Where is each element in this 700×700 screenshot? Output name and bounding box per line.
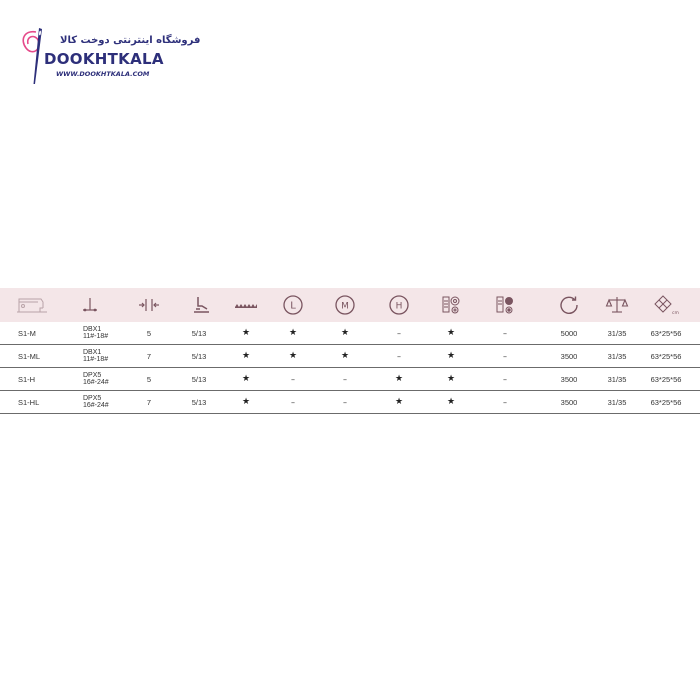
- table-header: [0, 288, 700, 322]
- cell-weight: [604, 322, 630, 344]
- cell-lift: [186, 345, 212, 367]
- cell-lift: [186, 368, 212, 390]
- cell-text: 7: [146, 351, 152, 361]
- cell-text: 5: [146, 328, 152, 338]
- cell-heavy: [386, 322, 412, 344]
- cell-text: 31/35: [607, 397, 627, 407]
- needle-system-text: DBX1: [83, 348, 102, 356]
- star-icon: ★: [446, 374, 456, 384]
- table-row: [0, 391, 700, 414]
- cell-light: [280, 368, 306, 390]
- cell-lift: [186, 391, 212, 413]
- cell-text: 5/13: [191, 328, 207, 338]
- cell-text: 31/35: [607, 328, 627, 338]
- dash-mark: –: [343, 397, 347, 407]
- star-icon: ★: [446, 397, 456, 407]
- dash-mark: –: [397, 328, 401, 338]
- cell-feed: [232, 345, 260, 367]
- cell-feed: [232, 322, 260, 344]
- needle-size-text: 16#-24#: [83, 402, 109, 409]
- spec-table: [0, 288, 700, 414]
- cell-oil: [438, 391, 464, 413]
- star-icon: ★: [446, 328, 456, 338]
- cell-model: [18, 345, 58, 367]
- stitch-length-icon: [136, 288, 162, 322]
- dookhtkala-logo: [16, 26, 201, 90]
- star-icon: ★: [241, 374, 251, 384]
- logo-persian-text: فروشگاه اینترنتی دوخت کالا: [60, 35, 201, 46]
- star-icon: ★: [394, 397, 404, 407]
- table-body: [0, 322, 700, 414]
- cell-lift: [186, 322, 212, 344]
- cell-text: 5/13: [191, 374, 207, 384]
- cell-feed: [232, 391, 260, 413]
- cell-model: [18, 322, 58, 344]
- dash-mark: –: [503, 397, 507, 407]
- star-icon: ★: [340, 328, 350, 338]
- star-icon: ★: [288, 328, 298, 338]
- cell-medium: [332, 368, 358, 390]
- dash-mark: –: [291, 397, 295, 407]
- cell-medium: [332, 345, 358, 367]
- cell-size: [648, 368, 684, 390]
- needle-size-text: 11#-18#: [83, 333, 109, 340]
- cell-panel: [492, 322, 518, 344]
- cell-size: [648, 391, 684, 413]
- dash-mark: –: [397, 351, 401, 361]
- dash-mark: –: [503, 351, 507, 361]
- cell-weight: [604, 345, 630, 367]
- needle-system-text: DPX5: [83, 371, 102, 379]
- cell-text: 63*25*56: [650, 374, 682, 384]
- table-row: [0, 345, 700, 368]
- needle-size-text: 11#-18#: [83, 356, 109, 363]
- cell-text: 5/13: [191, 397, 207, 407]
- cell-heavy: [386, 345, 412, 367]
- needle-system-text: DBX1: [83, 325, 102, 333]
- cell-text: 63*25*56: [650, 328, 682, 338]
- star-icon: ★: [241, 397, 251, 407]
- star-icon: ★: [340, 351, 350, 361]
- presser-foot-lift-icon: [188, 288, 214, 322]
- cell-text: S1-M: [18, 328, 36, 338]
- heavy-material-H-icon: [386, 288, 412, 322]
- cell-speed: [556, 391, 582, 413]
- cell-needle: [83, 391, 127, 413]
- cell-weight: [604, 368, 630, 390]
- cell-text: 5: [146, 374, 152, 384]
- cell-light: [280, 322, 306, 344]
- star-icon: ★: [241, 351, 251, 361]
- weight-icon: [604, 288, 630, 322]
- svg-text:L: L: [290, 300, 296, 312]
- speed-icon: [556, 288, 582, 322]
- star-icon: ★: [446, 351, 456, 361]
- cell-medium: [332, 391, 358, 413]
- medium-material-M-icon: [332, 288, 358, 322]
- logo-url: WWW.DOOKHTKALA.COM: [56, 70, 150, 78]
- cell-text: 5000: [560, 328, 578, 338]
- cell-text: 31/35: [607, 374, 627, 384]
- table-row: [0, 322, 700, 345]
- cell-panel: [492, 368, 518, 390]
- cell-needle: [83, 322, 127, 344]
- needle-system-icon: [78, 288, 102, 322]
- sewing-machine-icon: [12, 288, 52, 322]
- needle-system-text: DPX5: [83, 394, 102, 402]
- cell-oil: [438, 322, 464, 344]
- cell-panel: [492, 391, 518, 413]
- star-icon: ★: [241, 328, 251, 338]
- cell-speed: [556, 322, 582, 344]
- cell-stitch: [136, 345, 162, 367]
- dash-mark: –: [343, 374, 347, 384]
- needle-size-text: 16#-24#: [83, 379, 109, 386]
- control-panel-icon: [492, 288, 518, 322]
- package-size-icon: [650, 288, 680, 322]
- cell-oil: [438, 368, 464, 390]
- cell-text: 5/13: [191, 351, 207, 361]
- cell-medium: [332, 322, 358, 344]
- dash-mark: –: [503, 328, 507, 338]
- star-icon: ★: [288, 351, 298, 361]
- cell-speed: [556, 368, 582, 390]
- cell-stitch: [136, 368, 162, 390]
- dash-mark: –: [291, 374, 295, 384]
- cell-panel: [492, 345, 518, 367]
- cell-needle: [83, 368, 127, 390]
- svg-text:M: M: [341, 301, 349, 312]
- cell-needle: [83, 345, 127, 367]
- logo-brand-name: DOOKHTKALA: [44, 50, 164, 68]
- cell-heavy: [386, 391, 412, 413]
- cell-oil: [438, 345, 464, 367]
- cell-text: 3500: [560, 397, 578, 407]
- cell-text: S1-H: [18, 374, 36, 384]
- cell-stitch: [136, 391, 162, 413]
- cell-model: [18, 368, 58, 390]
- cell-model: [18, 391, 58, 413]
- cell-text: 3500: [560, 374, 578, 384]
- cell-text: S1-ML: [18, 351, 41, 361]
- cell-text: 3500: [560, 351, 578, 361]
- cell-light: [280, 345, 306, 367]
- svg-text:cm: cm: [672, 311, 679, 316]
- cell-text: 63*25*56: [650, 351, 682, 361]
- cell-text: S1-HL: [18, 397, 40, 407]
- table-row: [0, 368, 700, 391]
- star-icon: ★: [394, 374, 404, 384]
- dash-mark: –: [503, 374, 507, 384]
- cell-heavy: [386, 368, 412, 390]
- light-material-L-icon: [280, 288, 306, 322]
- cell-text: 63*25*56: [650, 397, 682, 407]
- cell-light: [280, 391, 306, 413]
- cell-text: 7: [146, 397, 152, 407]
- cell-stitch: [136, 322, 162, 344]
- cell-speed: [556, 345, 582, 367]
- cell-size: [648, 322, 684, 344]
- cell-feed: [232, 368, 260, 390]
- oil-pump-icon: [438, 288, 464, 322]
- cell-size: [648, 345, 684, 367]
- cell-weight: [604, 391, 630, 413]
- feed-dog-icon: [232, 288, 260, 322]
- cell-text: 31/35: [607, 351, 627, 361]
- svg-text:H: H: [395, 301, 403, 312]
